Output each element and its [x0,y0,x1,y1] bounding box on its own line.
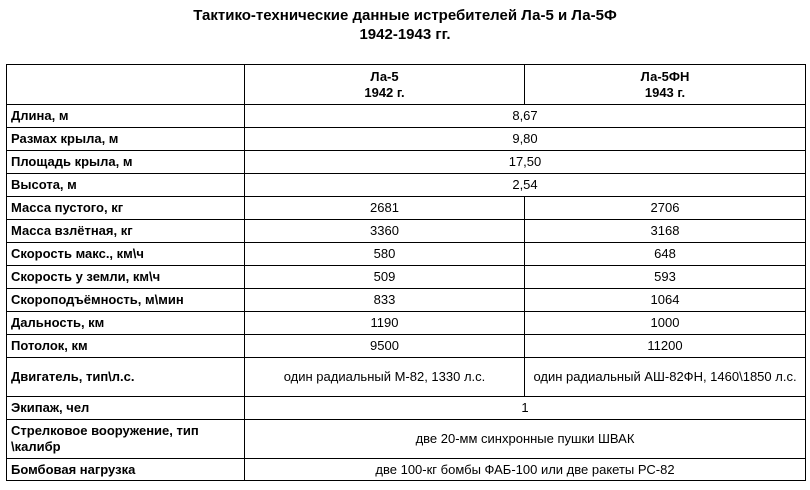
row-value-la5fn: 3168 [525,220,806,243]
row-value-la5fn: один радиальный АШ-82ФН, 1460\1850 л.с. [525,358,806,397]
row-label: Двигатель, тип\л.с. [7,358,245,397]
row-value: 8,67 [245,105,806,128]
row-value-la5: 833 [245,289,525,312]
row-label: Площадь крыла, м [7,151,245,174]
table-row [7,420,806,459]
row-label: Потолок, км [7,335,245,358]
spec-table [6,64,806,481]
row-value: 17,50 [245,151,806,174]
header-empty-cell [7,65,245,105]
table-row [7,459,806,481]
table-row [7,220,806,243]
row-value: 9,80 [245,128,806,151]
header-la5 [245,65,525,105]
row-label: Размах крыла, м [7,128,245,151]
row-label: Скорость макс., км\ч [7,243,245,266]
row-value: 2,54 [245,174,806,197]
row-value: две 100-кг бомбы ФАБ-100 или две ракеты РС-82 [245,459,806,481]
row-label: Длина, м [7,105,245,128]
header-la5fn-year: 1943 г. [644,84,686,100]
row-value: две 20-мм синхронные пушки ШВАК [245,420,806,459]
row-label: Высота, м [7,174,245,197]
row-value-la5: 2681 [245,197,525,220]
row-label: Бомбовая нагрузка [7,459,245,481]
row-label: Скорость у земли, км\ч [7,266,245,289]
header-la5-year: 1942 г. [364,84,405,100]
row-value-la5: 580 [245,243,525,266]
row-value-la5: 509 [245,266,525,289]
row-label: Экипаж, чел [7,397,245,420]
table-row [7,312,806,335]
header-row [7,65,806,105]
row-value-la5: 3360 [245,220,525,243]
header-la5fn [525,65,806,105]
table-row [7,105,806,128]
table-row [7,266,806,289]
row-value-la5fn: 1064 [525,289,806,312]
row-value-la5fn: 1000 [525,312,806,335]
row-value: 1 [245,397,806,420]
row-label: Масса взлётная, кг [7,220,245,243]
table-row [7,397,806,420]
table-row [7,243,806,266]
row-value-la5: 9500 [245,335,525,358]
title-line-2: 1942-1943 гг. [359,26,451,43]
table-row [7,335,806,358]
row-label: Скороподъёмность, м\мин [7,289,245,312]
row-value-la5fn: 593 [525,266,806,289]
row-label: Дальность, км [7,312,245,335]
row-value-la5fn: 2706 [525,197,806,220]
row-value-la5: 1190 [245,312,525,335]
table-title [0,6,810,44]
row-label: Стрелковое вооружение, тип \калибр [7,420,245,459]
table-row [7,128,806,151]
header-la5fn-name: Ла-5ФН [640,68,690,84]
row-value-la5fn: 11200 [525,335,806,358]
table-row [7,151,806,174]
table-row [7,289,806,312]
table-row [7,197,806,220]
row-value-la5fn: 648 [525,243,806,266]
title-line-1: Тактико-технические данные истребителей Ла-5 и Ла-5Ф [193,7,617,24]
table-row [7,358,806,397]
table-row [7,174,806,197]
row-label: Масса пустого, кг [7,197,245,220]
row-value-la5: один радиальный М-82, 1330 л.с. [245,358,525,397]
header-la5-name: Ла-5 [370,68,399,84]
